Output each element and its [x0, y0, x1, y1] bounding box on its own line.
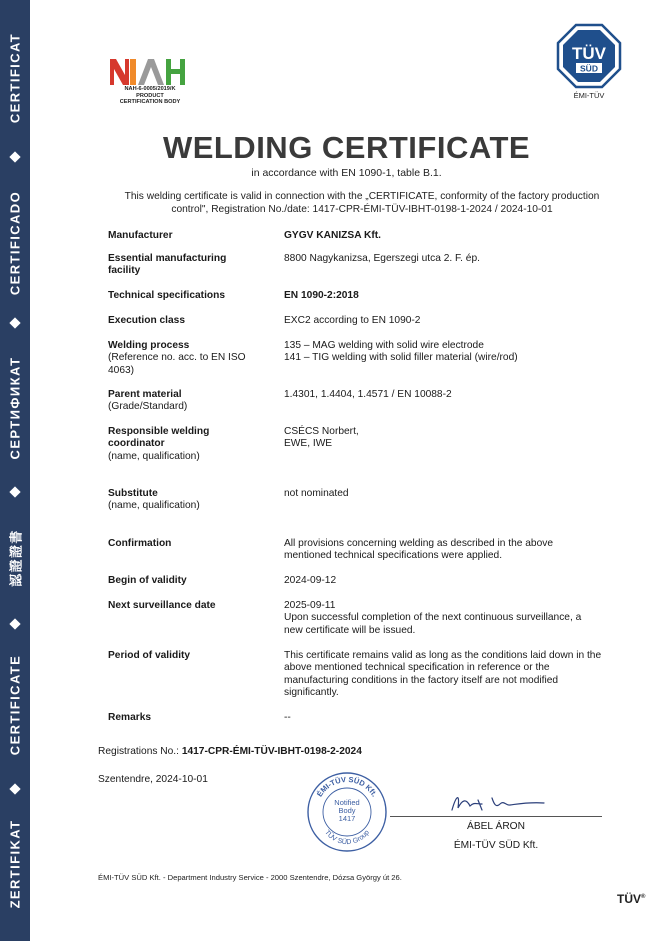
tuv-caption: ÉMI-TÜV — [573, 91, 605, 100]
svg-text:ÉMI-TÜV SÜD Kft.: ÉMI-TÜV SÜD Kft. — [314, 774, 380, 799]
signatory-organization: ÉMI-TÜV SÜD Kft. — [453, 840, 539, 851]
tuv-sud-logo-icon — [556, 23, 622, 89]
diamond-icon — [9, 317, 20, 328]
page-subtitle: in accordance with EN 1090-1, table B.1. — [251, 167, 442, 179]
page-title: WELDING CERTIFICATE — [162, 130, 531, 165]
diamond-icon — [9, 151, 20, 162]
registered-mark-icon: ® — [641, 894, 646, 900]
svg-text:1417: 1417 — [338, 814, 356, 823]
svg-text:Notified: Notified — [334, 798, 360, 807]
side-label-certificate: CERTIFICATE — [7, 654, 23, 756]
footer-address: ÉMI-TÜV SÜD Kft. - Department Industry Service - 2000 Szentendre, Dózsa György út 26. — [98, 873, 402, 882]
diamond-icon — [9, 486, 20, 497]
svg-text:TÜV: TÜV — [572, 44, 606, 63]
side-label-certificat: CERTIFICAT — [7, 32, 23, 124]
registration-number: Registrations No.: 1417-CPR-ÉMI-TÜV-IBHT-0198-2-2024 — [98, 746, 362, 757]
side-label-zertifikat: ZERTIFIKAT — [7, 819, 23, 909]
notified-body-seal-icon — [306, 771, 388, 853]
diamond-icon — [9, 783, 20, 794]
svg-text:Body: Body — [338, 806, 356, 815]
intro-text: This welding certificate is valid in connection with the „CERTIFICATE, conformity of the factory production control", Registration No./date: 1417-CPR-ÉMI-TÜV-IBHT-0198-1-2024 / 2024-10-01 — [124, 191, 600, 215]
side-banner — [0, 0, 30, 941]
place-date: Szentendre, 2024-10-01 — [98, 774, 208, 785]
nah-caption: NAH-6-0005/2019/K PRODUCT CERTIFICATION BODY — [119, 86, 181, 106]
side-label-certificado: CERTIFICADO — [7, 190, 23, 296]
diamond-icon — [9, 618, 20, 629]
tuv-mark-logo: TÜV® — [617, 892, 646, 906]
side-label-sertifikat: СЕРТИФИКАТ — [7, 356, 23, 460]
signatory-name: ÁBEL ÁRON — [467, 821, 525, 832]
signature-icon — [448, 790, 548, 816]
side-label-chinese: 認證證書 — [8, 529, 24, 587]
svg-text:TÜV SÜD Group: TÜV SÜD Group — [323, 829, 371, 847]
signature-line — [390, 816, 602, 817]
svg-text:SÜD: SÜD — [580, 63, 598, 74]
